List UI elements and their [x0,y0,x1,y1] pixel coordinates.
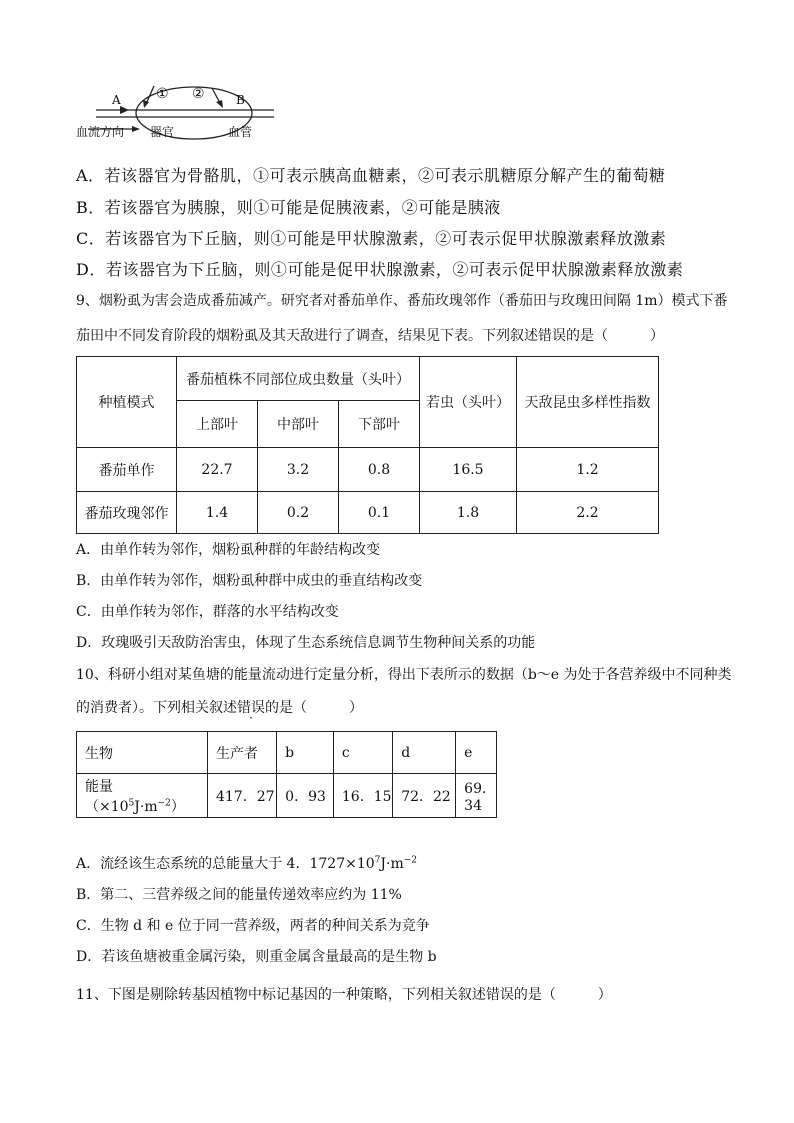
table-cell: 2.2 [517,492,659,534]
energy-unit-mid: J·m [134,798,158,815]
diagram-label-flow: 血流方向 [76,125,125,139]
table-cell: 0.8 [339,448,420,492]
q9-header-group: 番茄植株不同部位成虫数量（头叶） [177,357,420,401]
q9-header-nymph: 若虫（头叶） [420,357,517,448]
q9-option-b: B．由单作转为邻作，烟粉虱种群中成虫的垂直结构改变 [76,573,423,589]
q9-table [76,356,659,534]
table-cell: 417．27 [207,774,276,818]
q8-option-d: D．若该器官为下丘脑，则①可能是促甲状腺激素，②可表示促甲状腺激素释放激素 [76,260,684,279]
diagram-label-a: A [112,93,121,107]
q10-col-b: b [277,732,334,774]
energy-unit-text: 能量（×10 [85,778,129,815]
q10-col-c: c [333,732,392,774]
q10-option-a-exp2: −2 [403,855,418,866]
energy-unit-exp: 5 [128,797,135,808]
table-cell: 1.2 [517,448,659,492]
diagram-label-1: ① [156,86,169,102]
q10-option-a-exp: 7 [374,855,381,866]
diagram-label-2: ② [192,86,205,102]
q9-option-d: D．玫瑰吸引天敌防治害虫，体现了生态系统信息调节生物种间关系的功能 [76,635,536,651]
q10-option-a [76,855,417,873]
diagram-label-vessel: 血管 [228,125,253,139]
q9-option-c: C．由单作转为邻作，群落的水平结构改变 [76,604,339,620]
q9-option-a: A．由单作转为邻作，烟粉虱种群的年龄结构改变 [76,542,381,558]
table-cell: 3.2 [258,448,339,492]
energy-unit-post: ） [170,798,185,815]
q9-header-index: 天敌昆虫多样性指数 [517,357,659,448]
table-cell: 16.5 [420,448,517,492]
q10-option-a-text: A．流经该生态系统的总能量大于 4．1727×10 [76,856,375,872]
table-cell: 69．34 [456,774,497,818]
table-cell: 番茄玫瑰邻作 [77,492,177,534]
table-cell: 16．15 [333,774,392,818]
q9-header-middle: 中部叶 [258,401,339,448]
q10-col-d: d [393,732,456,774]
q10-option-d: D．若该鱼塘被重金属污染，则重金属含量最高的是生物 b [76,949,437,965]
diagram-label-b: B [236,93,245,107]
energy-unit-exp2: −2 [157,797,171,808]
table-cell: 22.7 [177,448,258,492]
q10-option-a-unit: J·m [380,856,404,872]
q10-col-e: e [456,732,497,774]
table-row [77,774,497,818]
table-cell: 0．93 [277,774,334,818]
table-cell: 0.1 [339,492,420,534]
table-row [77,448,659,492]
q10-stem-emphasis: 错误 [237,700,265,716]
table-cell: 番茄单作 [77,448,177,492]
q10-option-c: C．生物 d 和 e 位于同一营养级，两者的种间关系为竞争 [76,918,430,934]
q9-stem-line2: 茄田中不同发育阶段的烟粉虱及其天敌进行了调查，结果见下表。下列叙述错误的是（ ） [76,328,664,344]
q9-header-upper: 上部叶 [177,401,258,448]
q10-header-energy [77,774,208,818]
diagram-label-organ: 器官 [150,125,175,139]
q10-stem-text-b: 的是（ ） [265,700,363,716]
q9-header-mode: 种植模式 [77,357,177,448]
q10-table [76,731,497,818]
q8-option-b: B．若该器官为胰腺，则①可能是促胰液素，②可能是胰液 [76,198,501,217]
q10-col-producer: 生产者 [207,732,276,774]
q8-option-a: A．若该器官为骨骼肌，①可表示胰高血糖素，②可表示肌糖原分解产生的葡萄糖 [76,166,666,185]
table-cell: 1.8 [420,492,517,534]
q10-option-b: B．第二、三营养级之间的能量传递效率应约为 11% [76,887,402,903]
table-cell: 72．22 [393,774,456,818]
table-cell: 1.4 [177,492,258,534]
q9-header-lower: 下部叶 [339,401,420,448]
q10-stem-line1: 10、科研小组对某鱼塘的能量流动进行定量分析，得出下表所示的数据（b～e 为处于各营养级中不同种类 [76,667,732,683]
table-row [77,492,659,534]
q10-stem-text-a: 的消费者）。下列相关叙述 [76,700,237,716]
q10-header-org: 生物 [77,732,208,774]
q9-stem-line1: 9、烟粉虱为害会造成番茄减产。研究者对番茄单作、番茄玫瑰邻作（番茄田与玫瑰田间隔 1m）模式下番 [76,293,728,309]
q8-option-c: C．若该器官为下丘脑，则①可能是甲状腺激素，②可表示促甲状腺激素释放激素 [76,229,667,248]
table-cell: 0.2 [258,492,339,534]
q10-stem-line2 [76,699,363,717]
q11-stem-line1: 11、下图是剔除转基因植物中标记基因的一种策略，下列相关叙述错误的是（ ） [76,987,612,1003]
